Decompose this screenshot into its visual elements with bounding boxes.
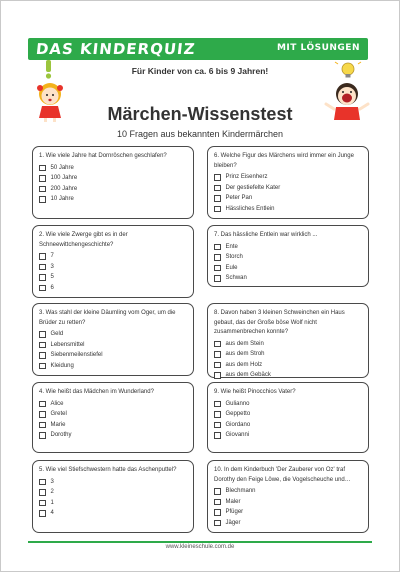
question-text: 5. Wie viel Stiefschwestern hatte das Aschenputtel? bbox=[39, 467, 177, 473]
answer-option[interactable] bbox=[214, 242, 362, 253]
question-card-10 bbox=[207, 460, 369, 533]
answer-option[interactable] bbox=[39, 477, 187, 488]
option-label: Dorothy bbox=[50, 432, 72, 439]
question-card-9 bbox=[207, 382, 369, 453]
answer-option[interactable] bbox=[39, 262, 187, 273]
checkbox-icon[interactable] bbox=[214, 422, 221, 429]
answer-option[interactable] bbox=[214, 399, 362, 410]
answer-option[interactable] bbox=[39, 194, 187, 205]
checkbox-icon[interactable] bbox=[214, 520, 221, 527]
footer-divider bbox=[28, 541, 372, 543]
checkbox-icon[interactable] bbox=[39, 411, 46, 418]
checkbox-icon[interactable] bbox=[214, 432, 221, 439]
answer-option[interactable] bbox=[214, 252, 362, 263]
option-label: 200 Jahre bbox=[50, 185, 78, 192]
checkbox-icon[interactable] bbox=[39, 500, 46, 507]
checkbox-icon[interactable] bbox=[39, 479, 46, 486]
checkbox-icon[interactable] bbox=[214, 372, 221, 379]
checkbox-icon[interactable] bbox=[214, 195, 221, 202]
answer-option[interactable] bbox=[214, 263, 362, 274]
option-label: 10 Jahre bbox=[50, 196, 74, 203]
option-label: 6 bbox=[50, 284, 54, 291]
question-text: 4. Wie heißt das Mädchen im Wunderland? bbox=[39, 389, 154, 395]
checkbox-icon[interactable] bbox=[214, 244, 221, 251]
checkbox-icon[interactable] bbox=[39, 285, 46, 292]
answer-option[interactable] bbox=[214, 193, 362, 204]
option-label: 3 bbox=[50, 478, 54, 485]
answer-option[interactable] bbox=[214, 420, 362, 431]
option-label: Prinz Eisenherz bbox=[225, 174, 268, 181]
question-card-1 bbox=[32, 146, 194, 219]
option-label: aus dem Holz bbox=[225, 361, 263, 368]
answer-option[interactable] bbox=[39, 409, 187, 420]
option-label: Schwan bbox=[225, 275, 247, 282]
answer-option[interactable] bbox=[39, 329, 187, 340]
banner-title: DAS KINDERQUIZ bbox=[35, 40, 197, 58]
option-label: Geld bbox=[50, 331, 64, 338]
question-text: 9. Wie heißt Pinocchios Vater? bbox=[214, 389, 296, 395]
answer-option[interactable] bbox=[39, 498, 187, 509]
answer-option[interactable] bbox=[214, 273, 362, 284]
answer-option[interactable] bbox=[39, 340, 187, 351]
banner-subtitle: MIT LÖSUNGEN bbox=[276, 43, 360, 53]
checkbox-icon[interactable] bbox=[214, 509, 221, 516]
checkbox-icon[interactable] bbox=[39, 342, 46, 349]
answer-option[interactable] bbox=[214, 409, 362, 420]
answer-option[interactable] bbox=[39, 420, 187, 431]
option-label: Geppetto bbox=[225, 411, 251, 418]
footer-url[interactable]: www.kleineschule.com.de bbox=[165, 544, 235, 550]
option-label: Peter Pan bbox=[225, 195, 253, 202]
page-subtitle: 10 Fragen aus bekannten Kindermärchen bbox=[116, 129, 284, 139]
checkbox-icon[interactable] bbox=[39, 175, 46, 182]
question-card-7 bbox=[207, 225, 369, 287]
option-label: 2 bbox=[50, 489, 54, 496]
checkbox-icon[interactable] bbox=[214, 499, 221, 506]
checkbox-icon[interactable] bbox=[39, 253, 46, 260]
option-label: aus dem Stein bbox=[225, 340, 264, 347]
question-text: 1. Wie viele Jahre hat Dornröschen geschlafen? bbox=[39, 153, 167, 159]
answer-option[interactable] bbox=[214, 172, 362, 183]
option-label: aus dem Gebäck bbox=[225, 372, 271, 379]
option-label: Alice bbox=[50, 400, 64, 407]
question-card-3 bbox=[32, 303, 194, 376]
answer-option[interactable] bbox=[214, 507, 362, 518]
checkbox-icon[interactable] bbox=[214, 401, 221, 408]
question-card-4 bbox=[32, 382, 194, 453]
question-text: 10. In dem Kinderbuch 'Der Zauberer von Oz' traf Dorothy den Feige Löwe, die Vogelscheuche und… bbox=[214, 467, 351, 483]
checkbox-icon[interactable] bbox=[39, 264, 46, 271]
question-text: 2. Wie viele Zwerge gibt es in der Schneewittchengeschichte? bbox=[39, 232, 128, 248]
answer-option[interactable] bbox=[214, 486, 362, 497]
checkbox-icon[interactable] bbox=[39, 331, 46, 338]
question-card-8 bbox=[207, 303, 369, 378]
checkbox-icon[interactable] bbox=[214, 275, 221, 282]
answer-option[interactable] bbox=[214, 497, 362, 508]
answer-option[interactable] bbox=[39, 184, 187, 195]
option-label: 3 bbox=[50, 263, 54, 270]
checkbox-icon[interactable] bbox=[39, 401, 46, 408]
answer-option[interactable] bbox=[214, 349, 362, 360]
option-label: Pfüger bbox=[225, 509, 244, 516]
checkbox-icon[interactable] bbox=[214, 206, 221, 213]
answer-option[interactable] bbox=[39, 283, 187, 294]
answer-option[interactable] bbox=[39, 251, 187, 262]
answer-option[interactable] bbox=[39, 272, 187, 283]
answer-option[interactable] bbox=[39, 487, 187, 498]
option-label: 100 Jahre bbox=[50, 175, 78, 182]
option-label: Giovanni bbox=[225, 432, 250, 439]
answer-option[interactable] bbox=[39, 361, 187, 372]
question-card-5 bbox=[32, 460, 194, 533]
question-text: 6. Welche Figur des Märchens wird immer ein Junge bleiben? bbox=[214, 153, 354, 169]
option-label: aus dem Stroh bbox=[225, 351, 265, 358]
option-label: 50 Jahre bbox=[50, 164, 74, 171]
answer-option[interactable] bbox=[214, 360, 362, 371]
checkbox-icon[interactable] bbox=[214, 351, 221, 358]
answer-option[interactable] bbox=[39, 399, 187, 410]
question-text: 3. Was stahl der kleine Däumling vom Oger, um die Brüder zu retten? bbox=[39, 310, 176, 326]
answer-option[interactable] bbox=[214, 518, 362, 529]
answer-option[interactable] bbox=[214, 183, 362, 194]
checkbox-icon[interactable] bbox=[39, 165, 46, 172]
checkbox-icon[interactable] bbox=[39, 196, 46, 203]
answer-option[interactable] bbox=[39, 350, 187, 361]
option-label: 1 bbox=[50, 499, 54, 506]
option-label: Siebenmeilenstiefel bbox=[50, 352, 103, 359]
question-card-2 bbox=[32, 225, 194, 298]
option-label: Giordano bbox=[225, 421, 251, 428]
checkbox-icon[interactable] bbox=[214, 341, 221, 348]
option-label: Blechmann bbox=[225, 488, 256, 495]
option-label: Eule bbox=[225, 264, 238, 271]
option-label: Storch bbox=[225, 254, 243, 261]
answer-option[interactable] bbox=[214, 204, 362, 215]
checkbox-icon[interactable] bbox=[214, 254, 221, 261]
checkbox-icon[interactable] bbox=[39, 186, 46, 193]
option-label: Maler bbox=[225, 498, 241, 505]
option-label: Marie bbox=[50, 421, 66, 428]
checkbox-icon[interactable] bbox=[39, 422, 46, 429]
checkbox-icon[interactable] bbox=[214, 488, 221, 495]
option-label: Jäger bbox=[225, 519, 241, 526]
answer-option[interactable] bbox=[39, 508, 187, 519]
option-label: Gulianno bbox=[225, 400, 250, 407]
answer-option[interactable] bbox=[214, 370, 362, 381]
checkbox-icon[interactable] bbox=[39, 352, 46, 359]
checkbox-icon[interactable] bbox=[214, 185, 221, 192]
checkbox-icon[interactable] bbox=[214, 362, 221, 369]
checkbox-icon[interactable] bbox=[214, 265, 221, 272]
age-range-text: Für Kinder von ca. 6 bis 9 Jahren! bbox=[131, 66, 269, 76]
answer-option[interactable] bbox=[214, 430, 362, 441]
question-card-6 bbox=[207, 146, 369, 219]
checkbox-icon[interactable] bbox=[39, 274, 46, 281]
checkbox-icon[interactable] bbox=[214, 411, 221, 418]
checkbox-icon[interactable] bbox=[39, 510, 46, 517]
option-label: Kleidung bbox=[50, 362, 74, 369]
option-label: Der gestiefelte Kater bbox=[225, 184, 281, 191]
option-label: 4 bbox=[50, 510, 54, 517]
answer-option[interactable] bbox=[214, 339, 362, 350]
question-text: 8. Davon haben 3 kleinen Schweinchen ein Haus gebaut, das der Große böse Wolf nicht zusammenbrechen konnte? bbox=[214, 310, 345, 335]
option-label: Hässliches Entlein bbox=[225, 205, 275, 212]
option-label: Lebensmittel bbox=[50, 341, 85, 348]
option-label: Ente bbox=[225, 243, 238, 250]
option-label: Gretel bbox=[50, 411, 67, 418]
option-label: 5 bbox=[50, 274, 54, 281]
question-text: 7. Das hässliche Entlein war wirklich ... bbox=[214, 232, 318, 238]
answer-option[interactable] bbox=[39, 430, 187, 441]
checkbox-icon[interactable] bbox=[39, 489, 46, 496]
checkbox-icon[interactable] bbox=[39, 432, 46, 439]
checkbox-icon[interactable] bbox=[39, 363, 46, 370]
page-title: Märchen-Wissenstest bbox=[107, 104, 293, 124]
quiz-banner bbox=[28, 38, 368, 60]
checkbox-icon[interactable] bbox=[214, 174, 221, 181]
answer-option[interactable] bbox=[39, 163, 187, 174]
answer-option[interactable] bbox=[39, 173, 187, 184]
option-label: 7 bbox=[50, 253, 54, 260]
